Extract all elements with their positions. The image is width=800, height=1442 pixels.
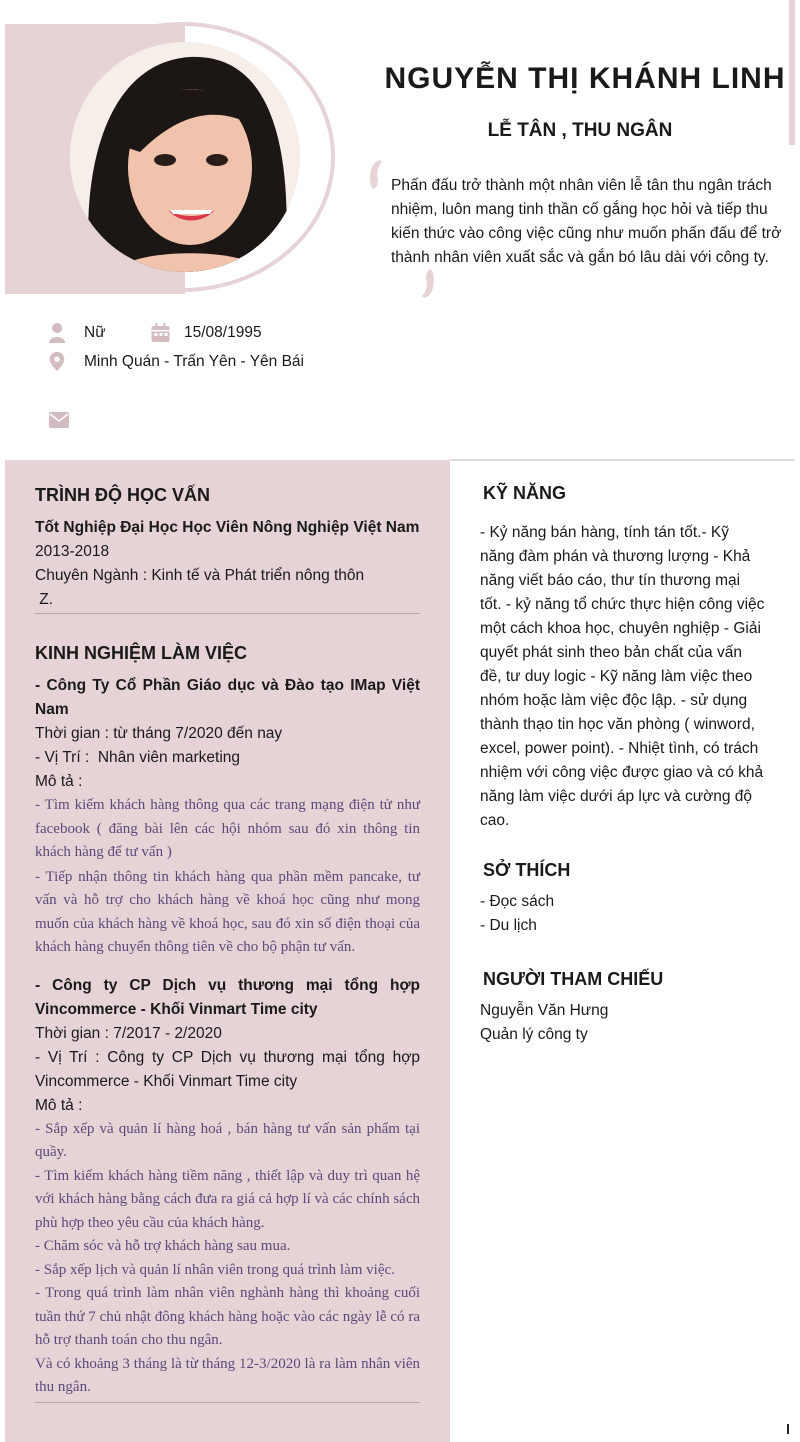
job-entry — [35, 974, 420, 1400]
experience-section — [35, 643, 420, 1403]
reference-name: Nguyễn Văn Hưng — [480, 1002, 609, 1019]
divider — [35, 1402, 420, 1403]
right-column-divider — [450, 459, 795, 461]
job-desc-label: Mô tả : — [35, 1096, 83, 1114]
experience-title: KINH NGHIỆM LÀM VIỆC — [35, 643, 248, 663]
reference-title: NGƯỜI THAM CHIẾU — [483, 969, 664, 989]
page-mark — [787, 1424, 789, 1434]
education-title: TRÌNH ĐỘ HỌC VẤN — [35, 485, 210, 505]
job-title: LỄ TÂN , THU NGÂN — [487, 120, 673, 141]
user-icon — [48, 323, 66, 343]
skills-title: KỸ NĂNG — [483, 483, 567, 503]
envelope-icon — [48, 410, 70, 430]
hobbies-title: SỞ THÍCH — [483, 860, 571, 880]
career-objective: Phấn đấu trở thành một nhân viên lễ tân thu ngân trách nhiệm, luôn mang tinh thần cố gắng học hỏi và tiếp thu kiến thức vào công việc cũng như muốn phấn đấu để trở thành nhân viên xuất sắc và gắn bó lâu dài với công ty. — [391, 177, 782, 266]
education-section — [35, 485, 420, 614]
job-position: - Vị Trí : Nhân viên marketing — [35, 749, 241, 766]
map-pin-icon — [48, 352, 66, 372]
job-time: Thời gian : 7/2017 - 2/2020 — [35, 1024, 222, 1042]
birthday-value: 15/08/1995 — [184, 324, 262, 341]
skills-text: - Kỷ năng bán hàng, tính tán tốt.- Kỹ năng đàm phán và thương lượng - Khả năng viết báo cáo, thư tín thương mại tốt. - kỷ năng tổ chức thực hiện công việc một cách khoa học, chuyên nghiệp - Giải quyết phát sinh theo bản chất của vấn đề, tư duy logic - Kỹ năng làm việc theo nhóm hoặc làm việc độc lập. - sử dụng thành thạo tin học văn phòng ( winword, excel, power point). - Nhiệt tình, có trách nhiệm với công việc được giao và có khả năng làm việc dưới áp lực và cường độ cao. — [480, 524, 765, 829]
calendar-icon — [150, 323, 171, 343]
candidate-name: NGUYỄN THỊ KHÁNH LINH — [384, 62, 786, 95]
job-desc-label: Mô tả : — [35, 773, 83, 790]
portrait-illustration — [70, 42, 300, 272]
job-desc-item: Và có khoảng 3 tháng là từ tháng 12-3/2020 là ra làm nhân viên thu ngân. — [35, 1355, 420, 1395]
job-desc-item: - Trong quá trình làm nhân viên nghành hàng thì khoảng cuối tuần thứ 7 chủ nhật đông khách hàng hoặc vào các ngày lễ có ra hỗ trợ thanh toán cho thu ngân. — [35, 1285, 420, 1348]
job-entry — [35, 674, 420, 960]
profile-photo — [70, 42, 300, 272]
job-time: Thời gian : từ tháng 7/2020 đến nay — [35, 725, 283, 742]
quote-open-icon — [366, 158, 384, 192]
job-company: - Công ty CP Dịch vụ thương mại tổng hợp Vincommerce - Khối Vinmart Time city — [35, 976, 420, 1018]
skills-section — [480, 483, 765, 833]
quote-close-icon — [420, 266, 438, 300]
reference-role: Quản lý công ty — [480, 1026, 588, 1043]
job-company: - Công Ty Cổ Phần Giáo dục và Đào tạo IMap Việt Nam — [35, 677, 420, 718]
address-value: Minh Quán - Trấn Yên - Yên Bái — [84, 353, 304, 370]
gender-row — [48, 323, 106, 343]
reference-section — [480, 969, 765, 1047]
education-school: Tốt Nghiệp Đại Học Học Viên Nông Nghiệp Việt Nam — [35, 519, 420, 536]
education-years: 2013-2018 — [35, 543, 110, 560]
job-desc-item: - Sắp xếp và quản lí hàng hoá , bán hàng tư vấn sản phẩm tại quầy. — [35, 1120, 420, 1160]
job-desc-item: - Tìm kiếm khách hàng thông qua các trang mạng điện tử như facebook ( đăng bài lên các hội nhóm sau đó xin thông tin khách hàng để tư vấn ) — [35, 797, 420, 860]
hobbies-section — [480, 860, 765, 938]
education-major: Chuyên Ngành : Kinh tế và Phát triển nông thôn — [35, 567, 365, 584]
education-extra: Z. — [35, 591, 54, 608]
hobby-item: - Đọc sách — [480, 893, 555, 910]
birthday-row — [150, 323, 262, 343]
job-desc-item: - Chăm sóc và hỗ trợ khách hàng sau mua. — [35, 1238, 291, 1254]
email-row — [48, 410, 84, 430]
job-position: - Vị Trí : Công ty CP Dịch vụ thương mại tổng hợp Vincommerce - Khối Vinmart Time city — [35, 1048, 420, 1090]
gender-value: Nữ — [84, 324, 106, 341]
divider — [35, 613, 420, 614]
hobby-item: - Du lịch — [480, 917, 537, 934]
job-desc-item: - Tiếp nhận thông tin khách hàng qua phần mềm pancake, tư vấn và hỗ trợ cho khách hàng về khoá học cũng như mong muốn của khách hàng về khoá học, sau đó xin số điện thoại của khách hàng chuyển thông tiên về cho bộ phận tư vấn. — [35, 868, 420, 955]
job-desc-item: - Sắp xếp lịch và quản lí nhân viên trong quá trình làm việc. — [35, 1261, 395, 1278]
job-desc-item: - Tìm kiếm khách hàng tiềm năng , thiết lập và duy trì quan hệ với khách hàng bằng cách đưa ra giá cả hợp lí và các chính sách phù hợp theo yêu cầu của khách hàng. — [35, 1167, 420, 1231]
address-row — [48, 352, 304, 372]
